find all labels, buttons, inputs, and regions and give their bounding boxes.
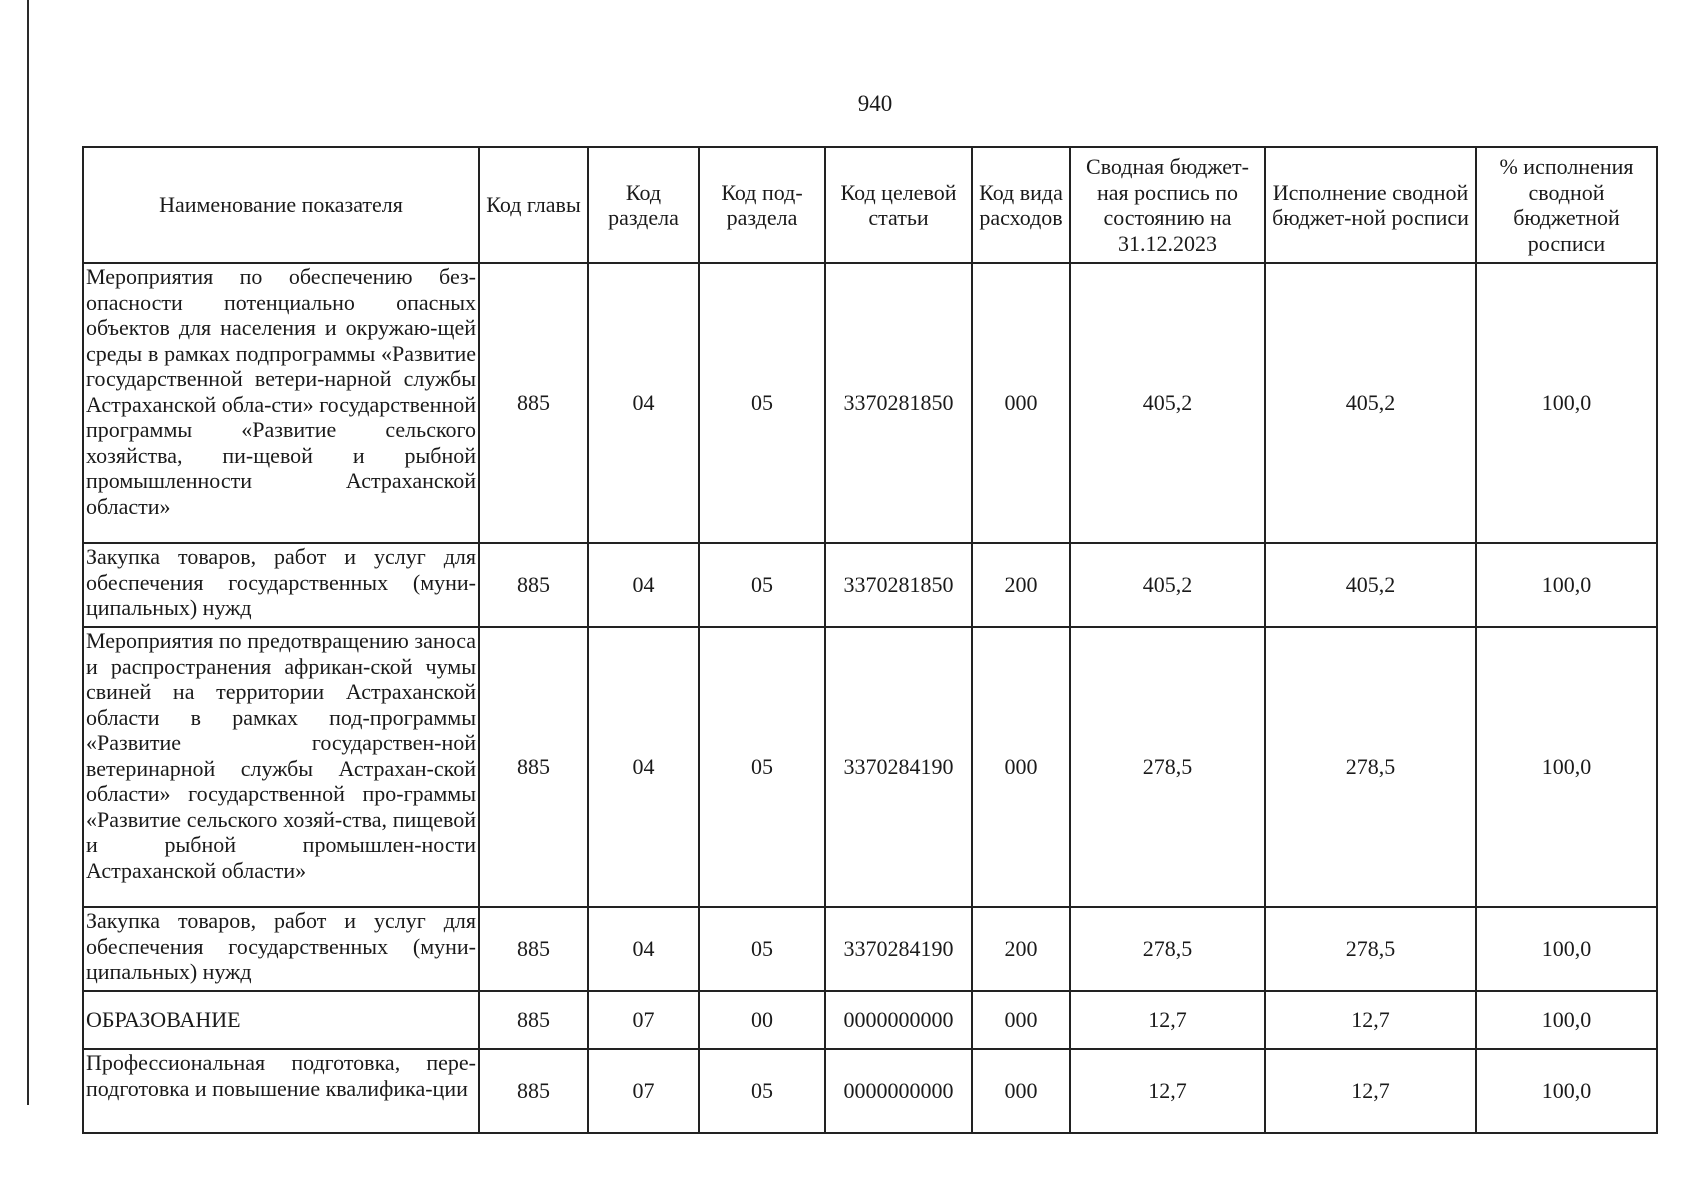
table-row [83, 907, 1657, 991]
binding-margin-line [27, 0, 29, 1105]
row-plan: 405,2 [1070, 263, 1265, 543]
row-name: Закупка товаров, работ и услуг для обеспечения государственных (муни-ципальных) нужд [83, 907, 479, 991]
row-percent: 100,0 [1476, 627, 1657, 907]
row-plan: 12,7 [1070, 991, 1265, 1049]
row-subsection-code: 00 [699, 991, 825, 1049]
row-name: Профессиональная подготовка, пере-подготовка и повышение квалифика-ции [83, 1049, 479, 1133]
row-subsection-code: 05 [699, 263, 825, 543]
row-percent: 100,0 [1476, 1049, 1657, 1133]
budget-execution-table [82, 146, 1658, 1134]
row-execution: 278,5 [1265, 907, 1476, 991]
table-row [83, 543, 1657, 627]
row-subsection-code: 05 [699, 1049, 825, 1133]
row-chapter-code: 885 [479, 543, 588, 627]
row-subsection-code: 05 [699, 907, 825, 991]
row-section-code: 07 [588, 1049, 699, 1133]
row-percent: 100,0 [1476, 907, 1657, 991]
row-subsection-code: 05 [699, 543, 825, 627]
row-plan: 278,5 [1070, 627, 1265, 907]
header-chapter-code: Код главы [479, 147, 588, 263]
row-target-code: 3370284190 [825, 627, 972, 907]
row-name: Закупка товаров, работ и услуг для обеспечения государственных (муни-ципальных) нужд [83, 543, 479, 627]
row-section-code: 07 [588, 991, 699, 1049]
row-section-code: 04 [588, 263, 699, 543]
row-percent: 100,0 [1476, 991, 1657, 1049]
row-expense-kind-code: 200 [972, 907, 1070, 991]
row-chapter-code: 885 [479, 991, 588, 1049]
row-execution: 12,7 [1265, 1049, 1476, 1133]
row-expense-kind-code: 000 [972, 627, 1070, 907]
table-row [83, 627, 1657, 907]
row-execution: 405,2 [1265, 263, 1476, 543]
row-execution: 12,7 [1265, 991, 1476, 1049]
row-section-code: 04 [588, 627, 699, 907]
table-row [83, 263, 1657, 543]
header-plan: Сводная бюджет-ная роспись по состоянию на 31.12.2023 [1070, 147, 1265, 263]
row-execution: 405,2 [1265, 543, 1476, 627]
header-section-code: Код раздела [588, 147, 699, 263]
table-row [83, 1049, 1657, 1133]
row-section-code: 04 [588, 543, 699, 627]
row-name: ОБРАЗОВАНИЕ [83, 991, 479, 1049]
row-target-code: 0000000000 [825, 991, 972, 1049]
row-target-code: 0000000000 [825, 1049, 972, 1133]
header-execution: Исполнение сводной бюджет-ной росписи [1265, 147, 1476, 263]
row-chapter-code: 885 [479, 627, 588, 907]
row-execution: 278,5 [1265, 627, 1476, 907]
header-target-code: Код целевой статьи [825, 147, 972, 263]
row-chapter-code: 885 [479, 263, 588, 543]
row-percent: 100,0 [1476, 263, 1657, 543]
page-number: 940 [857, 91, 893, 116]
row-name: Мероприятия по обеспечению без-опасности потенциально опасных объектов для населения и окружаю-щей среды в рамках подпрограммы «Развитие государственной ветери-нарной службы Астраханской обла-сти» государственной программы «Развитие сельского хозяйства, пи-щевой и рыбной промышленности Астраханской области» [83, 263, 479, 543]
row-chapter-code: 885 [479, 907, 588, 991]
row-plan: 278,5 [1070, 907, 1265, 991]
row-expense-kind-code: 000 [972, 263, 1070, 543]
row-chapter-code: 885 [479, 1049, 588, 1133]
row-target-code: 3370284190 [825, 907, 972, 991]
header-percent: % исполнения сводной бюджетной росписи [1476, 147, 1657, 263]
row-name: Мероприятия по предотвращению заноса и распространения африкан-ской чумы свиней на территории Астраханской области в рамках под-программы «Развитие государствен-ной ветеринарной службы Астрахан-ской области» государственной про-граммы «Развитие сельского хозяй-ства, пищевой и рыбной промышлен-ности Астраханской области» [83, 627, 479, 907]
table-header-row [83, 147, 1657, 263]
row-section-code: 04 [588, 907, 699, 991]
row-target-code: 3370281850 [825, 543, 972, 627]
table-row [83, 991, 1657, 1049]
row-subsection-code: 05 [699, 627, 825, 907]
header-expense-kind-code: Код вида расходов [972, 147, 1070, 263]
row-plan: 12,7 [1070, 1049, 1265, 1133]
row-expense-kind-code: 200 [972, 543, 1070, 627]
row-percent: 100,0 [1476, 543, 1657, 627]
header-subsection-code: Код под-раздела [699, 147, 825, 263]
row-expense-kind-code: 000 [972, 991, 1070, 1049]
row-expense-kind-code: 000 [972, 1049, 1070, 1133]
header-name: Наименование показателя [83, 147, 479, 263]
row-plan: 405,2 [1070, 543, 1265, 627]
row-target-code: 3370281850 [825, 263, 972, 543]
